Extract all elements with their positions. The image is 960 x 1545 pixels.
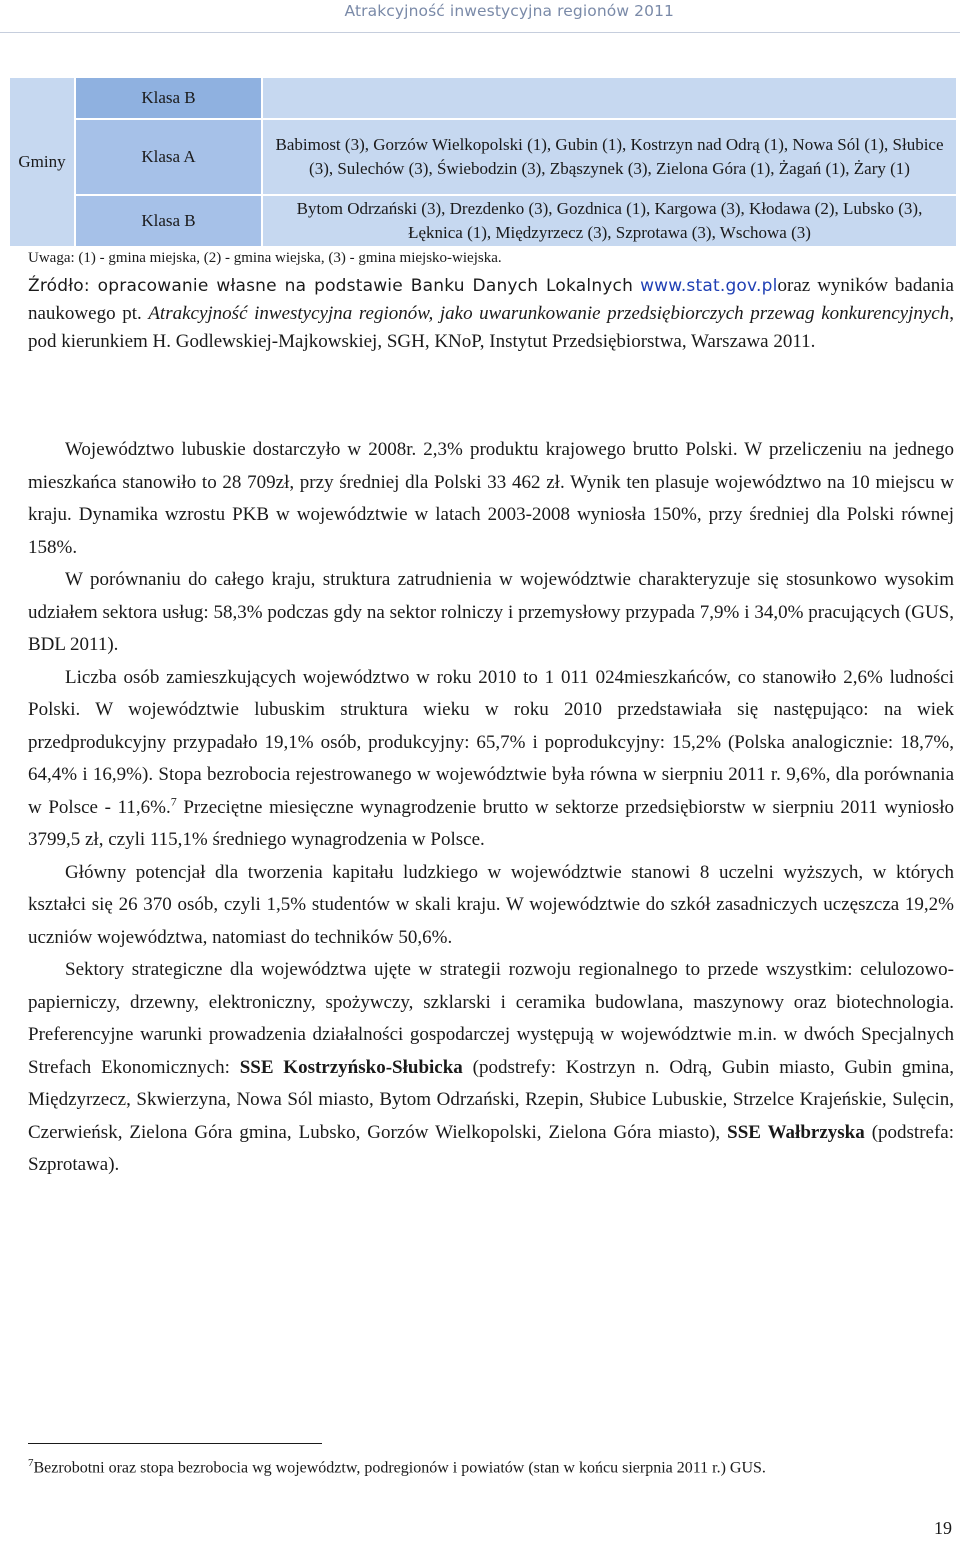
header-rule xyxy=(0,32,960,33)
table-row xyxy=(9,77,957,119)
table-row xyxy=(9,195,957,247)
footnote-text: Bezrobotni oraz stopa bezrobocia wg województw, podregionów i powiatów (stan w końcu sierpnia 2011 r.) GUS. xyxy=(33,1459,766,1477)
body-text xyxy=(28,434,954,1182)
source-lead: Źródło: opracowanie własne na podstawie Banku Danych Lokalnych xyxy=(28,276,634,296)
sse-name: SSE Kostrzyńsko-Słubicka xyxy=(239,1056,463,1078)
row-group-label: Gminy xyxy=(9,77,75,247)
footnote-ref[interactable]: 7 xyxy=(170,794,177,809)
footnote-number: 7 xyxy=(28,1457,34,1469)
gmina-list: Bytom Odrzański (3), Drezdenko (3), Gozdnica (1), Kargowa (3), Kłodawa (2), Lubsko (3), Łęknica (1), Międzyrzecz (3), Szprotawa (3), Wschowa (3) xyxy=(262,195,957,247)
class-label: Klasa B xyxy=(75,195,262,247)
paragraph: Województwo lubuskie dostarczyło w 2008r. 2,3% produktu krajowego brutto Polski. W przeliczeniu na jednego mieszkańca stanowiło to 28 709zł, przy średniej dla Polski 33 462 zł. Wynik ten plasuje województwo na 10 miejscu w kraju. Dynamika wzrostu PKB w województwie w latach 2003-2008 wyniosła 150%, przy średniej dla Polski równej 158%. xyxy=(28,439,954,558)
source-text: , pod kierunkiem H. Godlewskiej-Majkowskiej, SGH, KNoP, Instytut Przedsiębiorstwa, Warszawa 2011. xyxy=(28,303,954,352)
table-row xyxy=(9,119,957,195)
table-note: Uwaga: (1) - gmina miejska, (2) - gmina wiejska, (3) - gmina miejsko-wiejska. xyxy=(28,250,502,266)
class-label: Klasa B xyxy=(75,77,262,119)
paragraph: Główny potencjał dla tworzenia kapitału ludzkiego w województwie stanowi 8 uczelni wyższych, w których kształci się 26 370 osób, czyli 1,5% studentów w skali kraju. W województwie do szkół zasadniczych uczęszcza 19,2% uczniów województwa, natomiast do techników 50,6%. xyxy=(28,861,954,948)
source-link[interactable]: www.stat.gov.pl xyxy=(640,276,778,296)
footnote xyxy=(28,1452,954,1479)
paragraph: W porównaniu do całego kraju, struktura zatrudnienia w województwie charakteryzuje się stosunkowo wysokim udziałem sektora usług: 58,3% podczas gdy na sektor rolniczy i przemysłowy przypada 7,9% i 34,0% pracujących (GUS, BDL 2011). xyxy=(28,569,954,655)
gmina-list: Babimost (3), Gorzów Wielkopolski (1), Gubin (1), Kostrzyn nad Odrą (1), Nowa Sól (1), Słubice (3), Sulechów (3), Świebodzin (3), Zbąszynek (3), Zielona Góra (1), Żagań (1), Żary (1) xyxy=(262,119,957,195)
running-header: Atrakcyjność inwestycyjna regionów 2011 xyxy=(344,2,674,20)
paragraph: Liczba osób zamieszkujących województwo w roku 2010 to 1 011 024mieszkańców, co stanowiło 2,6% ludności Polski. W województwie lubuskim struktura wieku w roku 2010 przedstawiała się następująco: na wiek przedprodukcyjny przypadało 19,1% osób, produkcyjny: 65,7% i poprodukcyjny: 15,2% (Polska analogicznie: 18,7%, 64,4% i 16,9%). Stopa bezrobocia rejestrowanego w województwie była równa w sierpniu 2011 r. 9,6%, dla porównania w Polsce - 11,6%.$^7$ Przeciętne miesięczne wynagrodzenie brutto w sektorze przedsiębiorstw w sierpniu 2011 wyniosło 3799,5 zł, czyli 115,1% średniego wynagrodzenia w Polsce. xyxy=(28,666,954,850)
paragraph: Sektory strategiczne dla województwa ujęte w strategii rozwoju regionalnego to przede wszystkim: celulozowo-papierniczy, drzewny, elektroniczny, spożywczy, szklarski i ceramika budowlana, maszynowy oraz biotechnologia. Preferencyjne warunki prowadzenia działalności gospodarczej występują w województwie m.in. w dwóch Specjalnych Strefach Ekonomicznych: SSE Kostrzyńsko-Słubicka (podstrefy: Kostrzyn n. Odrą, Gubin miasto, Gubin gmina, Międzyrzecz, Skwierzyna, Nowa Sól miasto, Bytom Odrzański, Rzepin, Słubice Lubuskie, Strzelce Krajeńskie, Sulęcin, Czerwieńsk, Zielona Góra gmina, Lubsko, Gorzów Wielkopolski, Zielona Góra miasto), SSE Wałbrzyska (podstrefa: Szprotawa). xyxy=(28,959,954,1175)
source-title: Atrakcyjność inwestycyjna regionów, jako uwarunkowanie przedsiębiorczych przewag konkurencyjnych xyxy=(148,303,950,324)
source-note xyxy=(28,272,954,356)
page-number: 19 xyxy=(934,1518,952,1538)
classification-table xyxy=(8,76,958,248)
footnote-rule xyxy=(28,1443,322,1444)
sse-name: SSE Wałbrzyska xyxy=(727,1121,865,1143)
gmina-list xyxy=(262,77,957,119)
source-text: oraz wyników badania naukowego pt. xyxy=(28,275,954,324)
class-label: Klasa A xyxy=(75,119,262,195)
